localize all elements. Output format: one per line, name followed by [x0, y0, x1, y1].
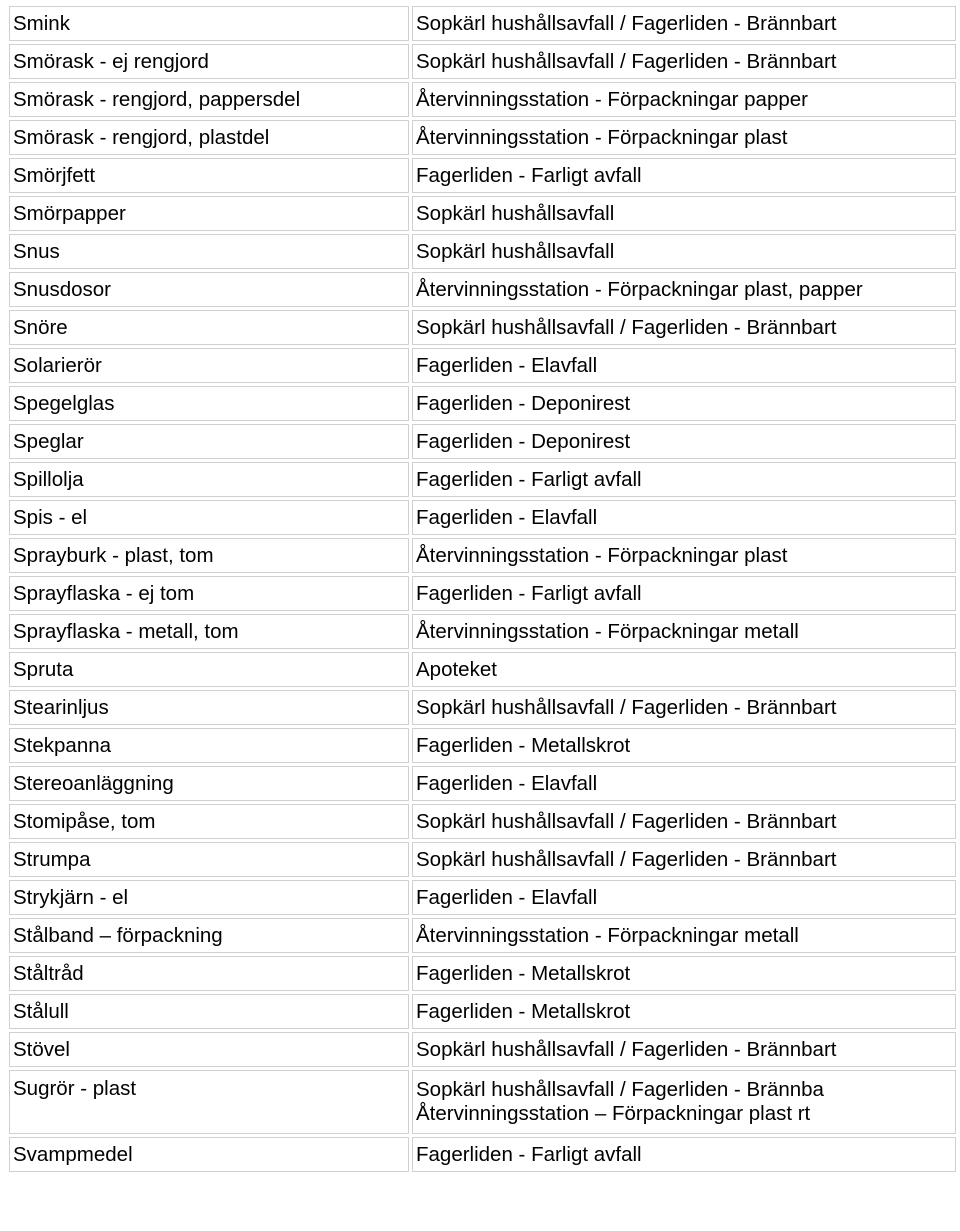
destination-cell: Återvinningsstation - Förpackningar plast, papper — [412, 272, 956, 307]
table-row — [9, 6, 956, 41]
waste-sorting-table — [6, 3, 959, 1175]
destination-cell: Återvinningsstation - Förpackningar metall — [412, 918, 956, 953]
table-row — [9, 310, 956, 345]
item-cell: Snus — [9, 234, 409, 269]
table-row — [9, 500, 956, 535]
table-row — [9, 956, 956, 991]
table-row — [9, 158, 956, 193]
table-body — [9, 6, 956, 1172]
item-cell: Spis - el — [9, 500, 409, 535]
item-cell: Sprayflaska - metall, tom — [9, 614, 409, 649]
table-row — [9, 804, 956, 839]
item-cell: Stövel — [9, 1032, 409, 1067]
item-cell: Spillolja — [9, 462, 409, 497]
item-cell: Ståltråd — [9, 956, 409, 991]
destination-cell: Sopkärl hushållsavfall / Fagerliden - Brännbart — [412, 1032, 956, 1067]
item-cell: Stomipåse, tom — [9, 804, 409, 839]
table-row — [9, 690, 956, 725]
destination-cell: Fagerliden - Farligt avfall — [412, 576, 956, 611]
destination-cell: Sopkärl hushållsavfall / Fagerliden - Brännbart — [412, 44, 956, 79]
destination-cell: Fagerliden - Elavfall — [412, 348, 956, 383]
item-cell: Speglar — [9, 424, 409, 459]
table-row — [9, 728, 956, 763]
destination-cell: Fagerliden - Elavfall — [412, 766, 956, 801]
destination-cell: Sopkärl hushållsavfall — [412, 196, 956, 231]
destination-cell: Sopkärl hushållsavfall — [412, 234, 956, 269]
destination-cell: Fagerliden - Elavfall — [412, 500, 956, 535]
item-cell: Snusdosor — [9, 272, 409, 307]
item-cell: Smörask - rengjord, plastdel — [9, 120, 409, 155]
table-row — [9, 196, 956, 231]
item-cell: Spegelglas — [9, 386, 409, 421]
destination-cell: Apoteket — [412, 652, 956, 687]
table-row — [9, 994, 956, 1029]
item-cell: Smörjfett — [9, 158, 409, 193]
item-cell: Smörask - ej rengjord — [9, 44, 409, 79]
item-cell: Stearinljus — [9, 690, 409, 725]
destination-cell: Återvinningsstation - Förpackningar metall — [412, 614, 956, 649]
table-row — [9, 1070, 956, 1134]
destination-cell: Fagerliden - Deponirest — [412, 386, 956, 421]
destination-cell: Återvinningsstation - Förpackningar plast — [412, 120, 956, 155]
table-row — [9, 842, 956, 877]
table-row — [9, 538, 956, 573]
item-cell: Stålull — [9, 994, 409, 1029]
item-cell: Smink — [9, 6, 409, 41]
destination-cell: Fagerliden - Farligt avfall — [412, 462, 956, 497]
item-cell: Snöre — [9, 310, 409, 345]
table-row — [9, 766, 956, 801]
destination-cell: Återvinningsstation - Förpackningar plast — [412, 538, 956, 573]
item-cell: Sprayflaska - ej tom — [9, 576, 409, 611]
destination-cell: Sopkärl hushållsavfall / Fagerliden - Brännbart — [412, 804, 956, 839]
table-row — [9, 44, 956, 79]
table-row — [9, 348, 956, 383]
table-row — [9, 120, 956, 155]
table-row — [9, 614, 956, 649]
item-cell: Stålband – förpackning — [9, 918, 409, 953]
destination-cell: Sopkärl hushållsavfall / Fagerliden - Brännbart — [412, 310, 956, 345]
destination-cell: Sopkärl hushållsavfall / Fagerliden - Brännbart — [412, 690, 956, 725]
item-cell: Svampmedel — [9, 1137, 409, 1172]
table-row — [9, 234, 956, 269]
destination-cell: Fagerliden - Deponirest — [412, 424, 956, 459]
table-row — [9, 1032, 956, 1067]
table-row — [9, 82, 956, 117]
item-cell: Strumpa — [9, 842, 409, 877]
destination-cell: Fagerliden - Elavfall — [412, 880, 956, 915]
destination-cell: Sopkärl hushållsavfall / Fagerliden - Brännbart — [412, 842, 956, 877]
table-row — [9, 1137, 956, 1172]
item-cell: Smörpapper — [9, 196, 409, 231]
item-cell: Spruta — [9, 652, 409, 687]
item-cell: Sugrör - plast — [9, 1070, 409, 1134]
destination-cell: Fagerliden - Farligt avfall — [412, 158, 956, 193]
table-row — [9, 652, 956, 687]
item-cell: Stekpanna — [9, 728, 409, 763]
item-cell: Strykjärn - el — [9, 880, 409, 915]
table-row — [9, 386, 956, 421]
item-cell: Solarierör — [9, 348, 409, 383]
destination-cell: Fagerliden - Farligt avfall — [412, 1137, 956, 1172]
table-row — [9, 880, 956, 915]
destination-cell: Sopkärl hushållsavfall / Fagerliden - Brännba Återvinningsstation – Förpackningar plast rt — [412, 1070, 956, 1134]
table-row — [9, 918, 956, 953]
destination-cell: Fagerliden - Metallskrot — [412, 728, 956, 763]
table-row — [9, 424, 956, 459]
destination-cell: Fagerliden - Metallskrot — [412, 956, 956, 991]
item-cell: Stereoanläggning — [9, 766, 409, 801]
table-row — [9, 576, 956, 611]
destination-cell: Sopkärl hushållsavfall / Fagerliden - Brännbart — [412, 6, 956, 41]
table-row — [9, 272, 956, 307]
item-cell: Smörask - rengjord, pappersdel — [9, 82, 409, 117]
item-cell: Sprayburk - plast, tom — [9, 538, 409, 573]
destination-cell: Återvinningsstation - Förpackningar papper — [412, 82, 956, 117]
table-row — [9, 462, 956, 497]
destination-cell: Fagerliden - Metallskrot — [412, 994, 956, 1029]
